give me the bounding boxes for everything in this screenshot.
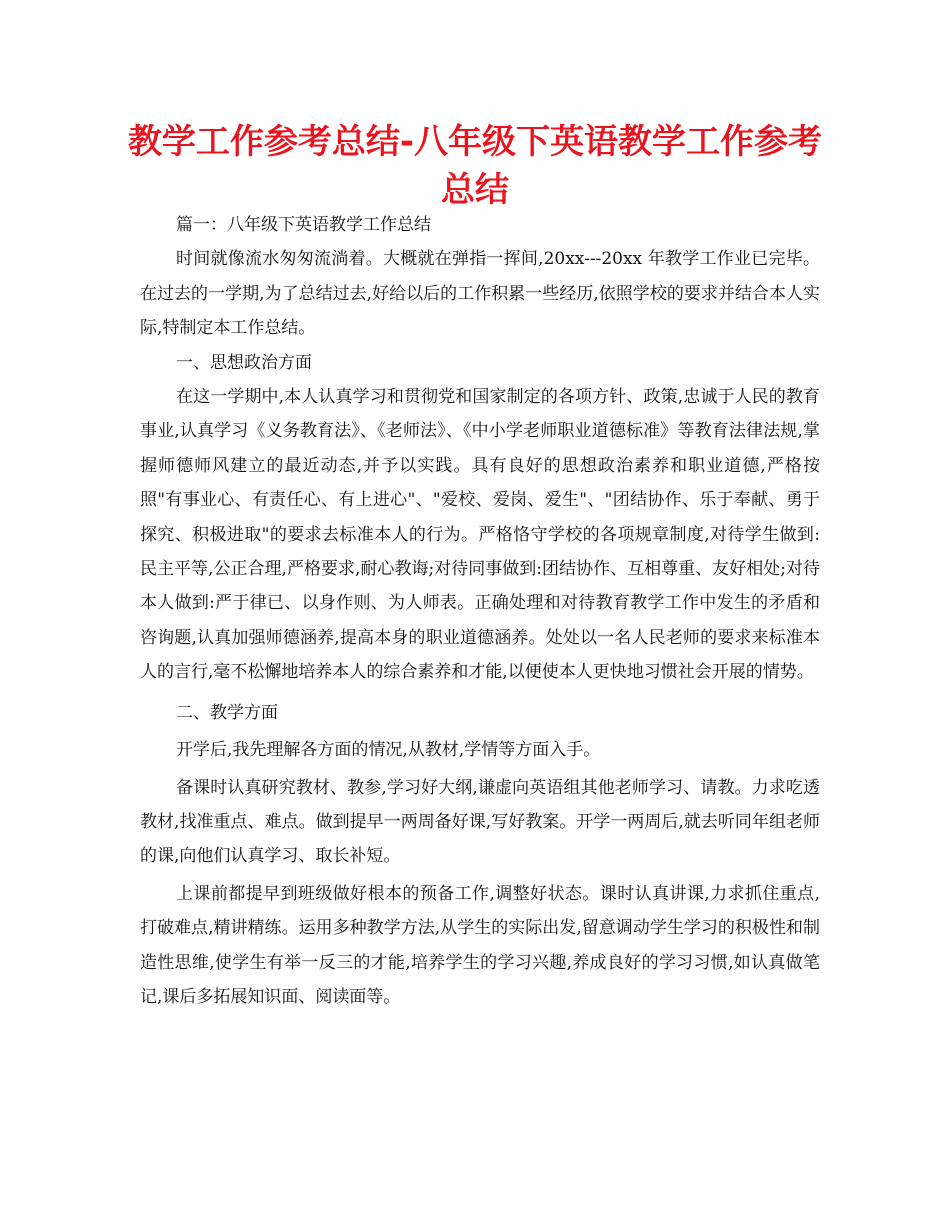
paragraph-classroom: 上课前都提早到班级做好根本的预备工作,调整好状态。课时认真讲课,力求抓住重点,打破难点,精讲精练。运用多种教学方法,从学生的实际出发,留意调动学生学习的积极性和制造性思维,使学生有举一反三的才能,培养学生的学习兴趣,养成良好的学习习惯,如认真做笔记,课后多拓展知识面、阅读面等。 bbox=[140, 883, 820, 1007]
paragraph-lesson-prep: 备课时认真研究教材、教参,学习好大纲,谦虚向英语组其他老师学习、请教。力求吃透教材,找准重点、难点。做到提早一两周备好课,写好教案。开学一两周后,就去听同年组老师的课,向他们认真学习、取长补短。 bbox=[140, 777, 820, 867]
paragraph-teaching-start: 开学后,我先理解各方面的情况,从教材,学情等方面入手。 bbox=[176, 740, 601, 761]
paragraph-intro: 时间就像流水匆匆流淌着。大概就在弹指一挥间,20xx---20xx 年教学工作业已完毕。在过去的一学期,为了总结过去,好给以后的工作积累一些经历,依照学校的要求并结合本人实际,特制定本工作总结。 bbox=[140, 249, 820, 339]
paragraph-ideology: 在这一学期中,本人认真学习和贯彻党和国家制定的各项方针、政策,忠诚于人民的教育事业,认真学习《义务教育法》、《老师法》、《中小学老师职业道德标准》等教育法律法规,掌握师德师风建立的最近动态,并予以实践。具有良好的思想政治素养和职业道德,严格按照"有事业心、有责任心、有上进心"、"爱校、爱岗、爱生"、"团结协作、乐于奉献、勇于探究、积极进取"的要求去标准本人的行为。严格恪守学校的各项规章制度,对待学生做到:民主平等,公正合理,严格要求,耐心教诲;对待同事做到:团结协作、互相尊重、友好相处;对待本人做到:严于律已、以身作则、为人师表。正确处理和对待教育教学工作中发生的矛盾和咨询题,认真加强师德涵养,提高本身的职业道德涵养。处处以一名人民老师的要求来标准本人的言行,毫不松懈地培养本人的综合素养和才能,以便使本人更快地习惯社会开展的情势。 bbox=[140, 387, 820, 683]
document-body bbox=[140, 208, 820, 1014]
section-heading-part-one: 篇一：八年级下英语教学工作总结 bbox=[176, 215, 431, 235]
section-heading-ideology: 一、思想政治方面 bbox=[176, 352, 312, 373]
document-title: 教学工作参考总结-八年级下英语教学工作参考总结 bbox=[127, 122, 823, 210]
section-heading-teaching: 二、教学方面 bbox=[176, 702, 278, 723]
